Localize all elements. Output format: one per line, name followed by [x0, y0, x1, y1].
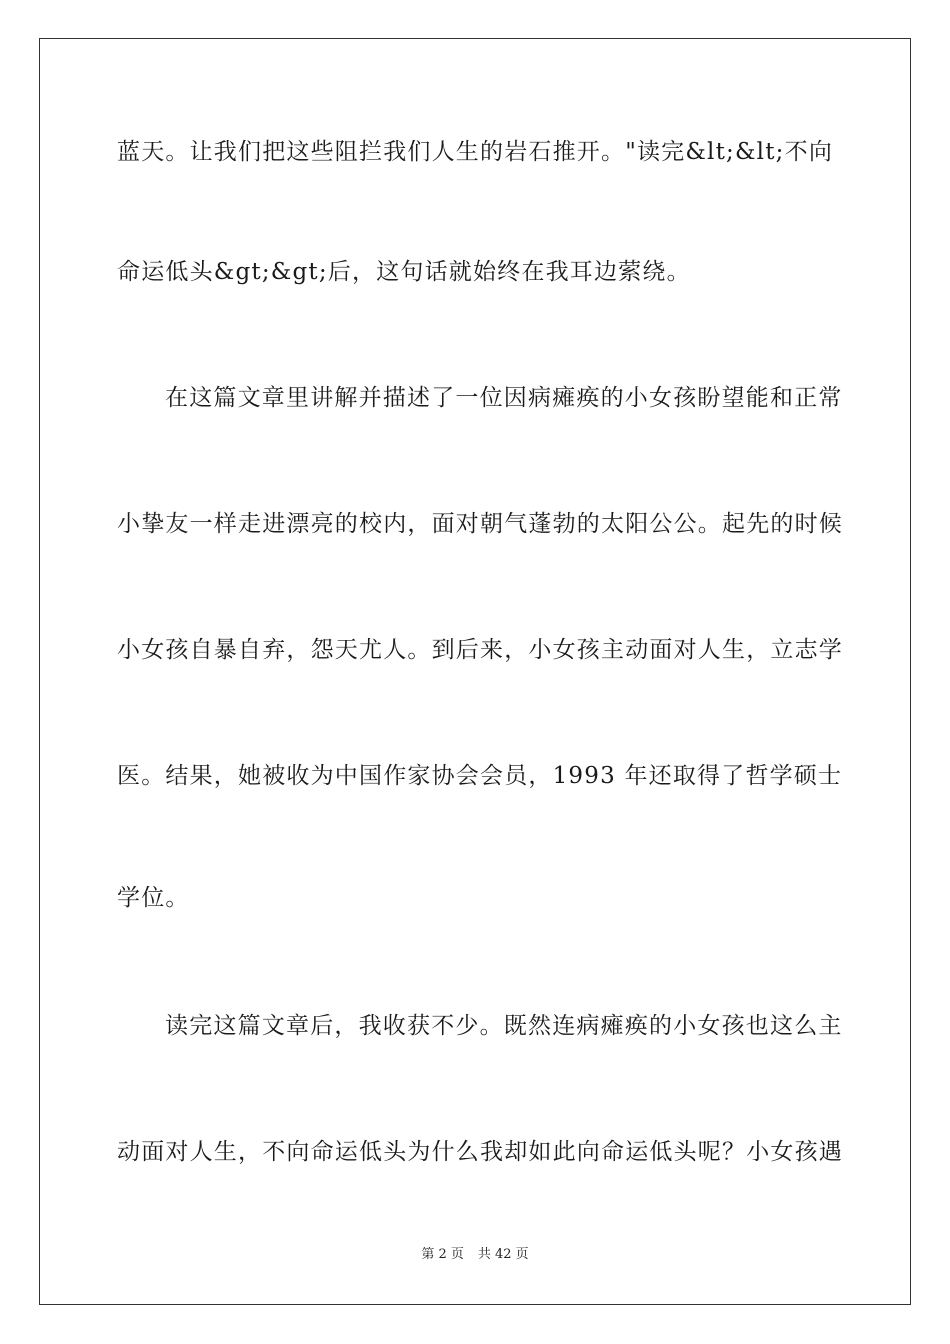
page-footer [0, 1246, 950, 1264]
text-line: 蓝天。让我们把这些阻拦我们人生的岩石推开。"读完&lt;&lt;不向 [117, 139, 834, 165]
text-line: 小挚友一样走进漂亮的校内，面对朝气蓬勃的太阳公公。起先的时候 [117, 511, 843, 537]
text-line: 读完这篇文章后，我收获不少。既然连病瘫痪的小女孩也这么主 [165, 1013, 843, 1039]
text-line: 动面对人生，不向命运低头为什么我却如此向命运低头呢？小女孩遇 [117, 1139, 843, 1165]
text-line: 小女孩自暴自弃，怨天尤人。到后来，小女孩主动面对人生，立志学 [117, 637, 843, 663]
page-number: 第 2 页 [421, 1247, 464, 1262]
text-line: 在这篇文章里讲解并描述了一位因病瘫痪的小女孩盼望能和正常 [165, 385, 843, 411]
page-total: 共 42 页 [477, 1247, 529, 1262]
text-line: 命运低头&gt;&gt;后，这句话就始终在我耳边萦绕。 [117, 259, 691, 285]
text-line: 医。结果，她被收为中国作家协会会员，1993 年还取得了哲学硕士 [117, 763, 843, 789]
page-border [39, 38, 911, 1305]
text-line: 学位。 [117, 885, 190, 911]
